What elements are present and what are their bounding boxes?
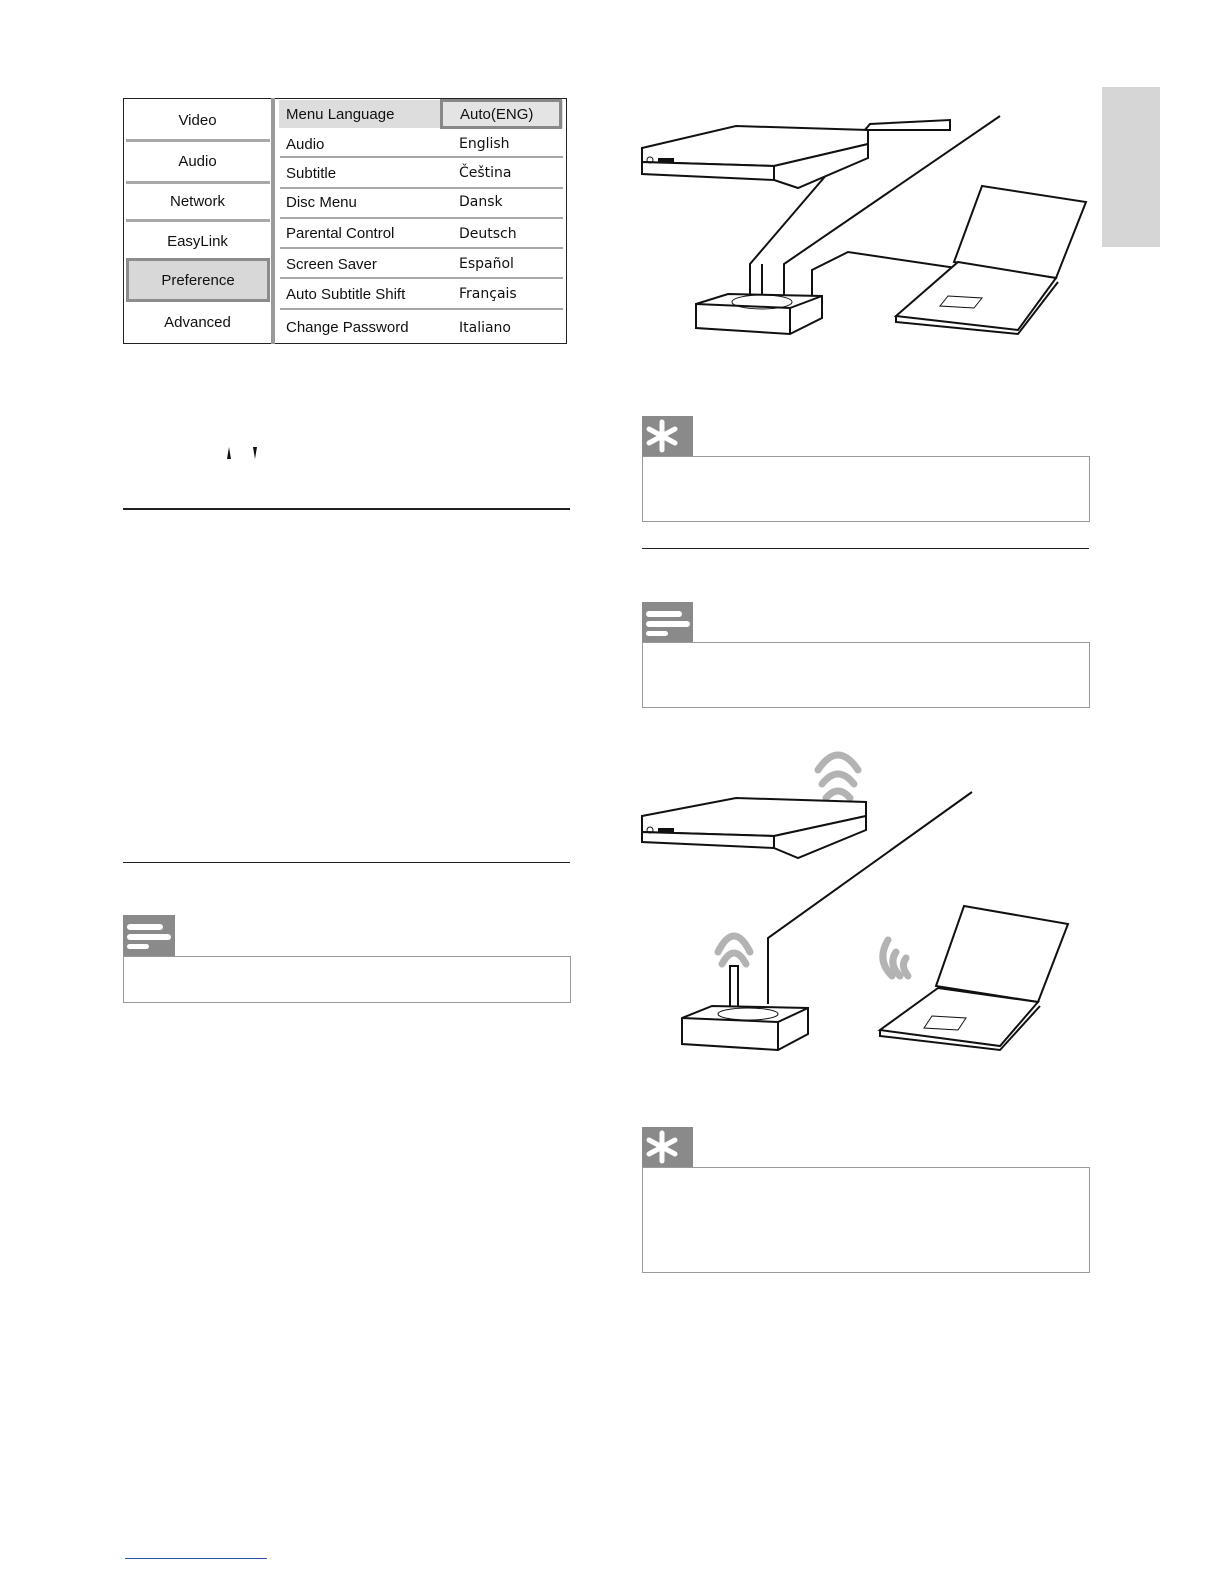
menu-column-divider xyxy=(271,98,275,344)
value-change-password[interactable]: Italiano xyxy=(459,320,511,336)
asterisk-icon xyxy=(642,416,693,457)
side-language-tab xyxy=(1102,87,1160,247)
option-disc-menu[interactable]: Disc Menu xyxy=(286,193,357,211)
tip-tab xyxy=(642,416,693,457)
option-screen-saver[interactable]: Screen Saver xyxy=(286,255,377,273)
note-lines-icon xyxy=(642,602,693,643)
option-audio[interactable]: Audio xyxy=(286,135,325,153)
menu-category-video[interactable]: Video xyxy=(178,111,217,129)
section-rule xyxy=(123,862,570,863)
section-rule xyxy=(642,548,1089,549)
option-menu-language[interactable]: Menu Language xyxy=(279,100,563,128)
value-audio[interactable]: English xyxy=(459,136,510,152)
wireless-network-diagram xyxy=(638,740,1078,1060)
option-subtitle[interactable]: Subtitle xyxy=(286,164,337,182)
divider xyxy=(280,247,563,249)
value-subtitle[interactable]: Čeština xyxy=(459,165,512,181)
note-tab xyxy=(123,915,175,956)
menu-category-network[interactable]: Network xyxy=(169,192,225,210)
footer-link-underline xyxy=(125,1558,267,1559)
wired-network-diagram xyxy=(638,112,1098,344)
note-box xyxy=(123,956,571,1003)
menu-category-easylink[interactable]: EasyLink xyxy=(167,232,228,250)
tip-box xyxy=(642,456,1090,522)
menu-category-preference[interactable]: Preference xyxy=(126,258,270,302)
tip-box xyxy=(642,1167,1090,1273)
value-parental-control[interactable]: Deutsch xyxy=(459,226,517,242)
note-box xyxy=(642,642,1090,708)
option-auto-subtitle-shift[interactable]: Auto Subtitle Shift xyxy=(286,285,406,303)
settings-menu xyxy=(123,98,567,344)
asterisk-icon xyxy=(642,1127,693,1168)
section-rule xyxy=(123,508,570,510)
menu-category-audio[interactable]: Audio xyxy=(178,152,217,170)
value-disc-menu[interactable]: Dansk xyxy=(459,194,503,210)
tip-tab xyxy=(642,1127,693,1168)
option-parental-control[interactable]: Parental Control xyxy=(286,224,395,242)
divider xyxy=(280,277,563,279)
note-lines-icon xyxy=(123,915,175,956)
value-screen-saver[interactable]: Español xyxy=(459,256,514,272)
menu-category-advanced[interactable]: Advanced xyxy=(164,313,231,331)
value-menu-language[interactable]: Auto(ENG) xyxy=(440,99,562,129)
up-down-arrows-icon xyxy=(224,444,264,462)
divider xyxy=(280,308,563,310)
value-auto-subtitle-shift[interactable]: Français xyxy=(459,286,517,302)
note-tab xyxy=(642,602,693,643)
option-change-password[interactable]: Change Password xyxy=(286,318,409,336)
